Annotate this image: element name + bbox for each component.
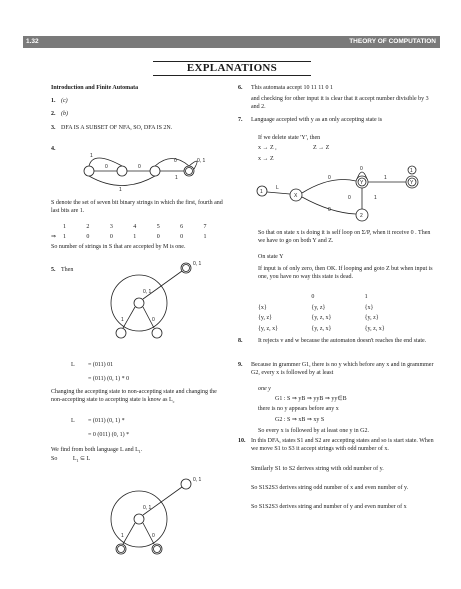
table-cell: {y, z, x} [258, 325, 279, 332]
equation-2: = (011) (0, 1) * 0 [88, 376, 130, 382]
state-circle [134, 298, 144, 308]
answer-text: It rejects v and w because the automaton doesn't reaches the end state. [258, 338, 427, 344]
edge-label: 0 [152, 533, 155, 539]
cell: 6 [180, 224, 184, 230]
table-cell: {y, z} [364, 315, 379, 322]
edge-label: 1 [374, 195, 377, 201]
q7-state-y-text: If input is of only zero, then OK. If looping and goto Z but when input is one, you have no way this state is dead. [258, 266, 433, 280]
edge-label: 0, 1 [143, 289, 152, 295]
grammar-g1: G1 : S ⇒ yB ⇒ yyB ⇒ yy∈B [275, 396, 347, 402]
answer-text: (b) [61, 111, 68, 117]
subscript: c [172, 398, 175, 404]
eq-rhs: = (011) (0, 1) * [87, 418, 125, 424]
state-circle [152, 328, 162, 338]
answer-text: DFA IS A SUBSET OF NFA, SO, DFA IS 2N. [61, 125, 173, 131]
answer-text: In this DFA, states S1 and S2 are accepting states and so is start state. When we move S1 to S3 it accept strings with odd number of x. [251, 438, 434, 452]
edge-label: L [276, 185, 279, 191]
table-cell: 0 [311, 294, 315, 300]
automaton-diagram-q4 [77, 145, 225, 195]
table-cell: {y, z} [258, 315, 273, 322]
answer-text: (c) [61, 98, 68, 104]
automaton-diagram-q7 [256, 163, 424, 229]
text: We find from both language L and L [51, 447, 139, 453]
table-cell: {x} [364, 304, 374, 311]
edge-label: 0, 1 [193, 477, 202, 483]
edge-label: 0, 1 [197, 158, 206, 164]
edge-label: 0 [328, 175, 331, 181]
state-circle [134, 514, 144, 524]
cell: 0 [109, 234, 113, 240]
accept-ring [183, 265, 190, 272]
table-row [258, 305, 418, 313]
q7-line-2: x → Z , [258, 145, 277, 151]
answer-3 [51, 125, 227, 133]
cell: 1 [63, 234, 66, 240]
q5-explanation [51, 389, 227, 405]
edge-label: 1 [121, 533, 124, 539]
state-circle [84, 166, 94, 176]
cell: 7 [203, 224, 207, 230]
state-circle [117, 166, 127, 176]
q-number: 3. [51, 125, 56, 131]
section-heading: Introduction and Finite Automata [51, 85, 139, 91]
edge-label: 1 [90, 153, 93, 159]
cell: 3 [109, 224, 113, 230]
answer-7 [238, 117, 438, 125]
accept-ring [118, 546, 125, 553]
transition-table [258, 294, 418, 333]
answer-1 [51, 98, 227, 106]
equation-4: = 0 (011) (0, 1) * [88, 432, 130, 438]
edge-label: 0 [328, 207, 331, 213]
state-label: Y [360, 180, 364, 186]
edge-label: 0 [138, 164, 141, 170]
q7-line-4: x → Z [258, 156, 274, 162]
q-number: 4. [51, 146, 56, 152]
accept-ring [154, 546, 161, 553]
equation-3 [71, 418, 227, 426]
implies-symbol: ⇒ [51, 234, 57, 240]
eq-lhs: L [71, 418, 75, 424]
eq-rhs: = (011) 01 [87, 362, 114, 368]
cell: 5 [156, 224, 160, 230]
subscript: 1 [138, 449, 141, 455]
q10-para-4: So S1S2S3 derives string and number of y and even number of x [251, 504, 407, 510]
automaton-diagram-q5b [91, 469, 227, 569]
q-number: 1. [51, 98, 56, 104]
edge-label: 0, 1 [143, 505, 152, 511]
table-cell: {y, z, x} [311, 315, 332, 322]
edge-label: 1 [384, 175, 387, 181]
answer-10 [238, 438, 438, 453]
table-row [258, 326, 418, 334]
edge-label: 1 [119, 187, 122, 193]
table-row [258, 294, 418, 302]
q-number: 5. [51, 267, 56, 273]
accept-ring [186, 168, 193, 175]
bit-value-row [63, 234, 227, 242]
q-number: 9. [238, 362, 243, 368]
q9-line-3: there is no y appears before any x [258, 406, 339, 412]
q5-so-line [51, 456, 227, 465]
state-label: 1 [260, 189, 263, 195]
answer-text: Language accepted with y as an only accepting state is [251, 117, 383, 123]
cell: 0 [156, 234, 160, 240]
answer-text: This automata accept 10 11 11 0 1 [251, 85, 334, 91]
subscript: 1 [76, 458, 79, 464]
edge-label: 0 [174, 158, 177, 164]
table-row [258, 315, 418, 323]
edge-label: 1 [121, 317, 124, 323]
table-cell: 1 [364, 294, 368, 300]
eq-lhs: L [71, 362, 75, 368]
cell: 1 [133, 234, 137, 240]
q4-explanation: S denote the set of seven bit binary strings in which the first, fourth and last bits are 1. [51, 200, 223, 214]
q-number: 7. [238, 117, 243, 123]
automaton-diagram-q5a [91, 253, 227, 353]
answer-text: Because in grammer G1, there is no y which before any x and in grammmer G2, every x is followed by at least [251, 362, 434, 376]
state-circle [181, 479, 191, 489]
edge-label: 0 [105, 164, 108, 170]
state-circle [116, 328, 126, 338]
q7-explanation: So that on state x is doing it is self loop on Σ/P, when it receive 0 . Then we have to go on both Y and Z. [258, 230, 431, 244]
edge-label: 0 [348, 195, 351, 201]
table-cell: {y, z} [311, 304, 326, 311]
equation-1 [71, 362, 227, 370]
state-label: Y [410, 180, 414, 186]
table-cell: {y, z, x} [364, 325, 385, 332]
text: Changing the accepting state to non-accepting state and changing the non-accepting state to accepting state is know as L [51, 389, 217, 403]
section-title: THEORY OF COMPUTATION [349, 38, 436, 45]
answer-9 [238, 362, 438, 377]
q10-para-3: So S1S2S3 derives string odd number of x and even number of y. [251, 485, 409, 491]
state-circle [111, 275, 167, 331]
state-circle [150, 166, 160, 176]
q5-finding: We find from both language L and $L_1$. [51, 447, 143, 455]
q9-line-4: So every x is followed by at least one y in G2. [258, 428, 369, 434]
text: L [72, 456, 77, 462]
q7-state-y: On state Y [258, 254, 284, 260]
cell: 1 [203, 234, 207, 240]
q10-para-2: Similarly S1 to S2 derives string with odd number of y. [251, 466, 384, 472]
state-label: 1 [410, 168, 413, 174]
q9-line-2: one y [258, 386, 271, 392]
answer-6 [238, 85, 438, 93]
table-cell: {x} [258, 304, 267, 311]
page-number: 1.32 [26, 38, 39, 45]
cell: 0 [180, 234, 184, 240]
q6-explanation: and checking for other input it is clear that it accept number divisible by 3 and 2. [251, 96, 429, 110]
cell: 4 [133, 224, 137, 230]
text: ⊆ L [80, 456, 91, 462]
edge-label: 0, 1 [193, 261, 202, 267]
cell: 2 [86, 224, 90, 230]
state-label: 2 [360, 213, 363, 219]
bit-position-row [63, 224, 227, 232]
q4-conclusion: So number of strings in S that are accepted by M is one. [51, 244, 186, 250]
answer-2 [51, 111, 227, 119]
edge-label: 0 [152, 317, 155, 323]
q-number: 2. [51, 111, 56, 117]
state-label: X [294, 193, 298, 199]
state-circle [111, 491, 167, 547]
text: So [51, 456, 58, 462]
edge-label: 0 [360, 166, 363, 172]
grammar-g2: G2 : S ⇒ xB ⇒ xy S [275, 417, 325, 423]
page-header [23, 36, 440, 48]
edge-label: 1 [175, 175, 178, 181]
cell: 0 [86, 234, 90, 240]
page-title: EXPLANATIONS [153, 61, 311, 76]
q7-line-1: If we delete state 'Y', then [258, 135, 321, 141]
q-number: 8. [238, 338, 243, 344]
cell: 1 [63, 224, 66, 230]
q7-line-3: Z → Z [313, 145, 330, 151]
table-cell [258, 294, 311, 302]
answer-text: Then [61, 267, 74, 273]
q-number: 10. [238, 438, 246, 444]
q-number: 6. [238, 85, 243, 91]
table-cell: {y, z, x} [311, 325, 332, 332]
answer-8 [238, 338, 438, 346]
